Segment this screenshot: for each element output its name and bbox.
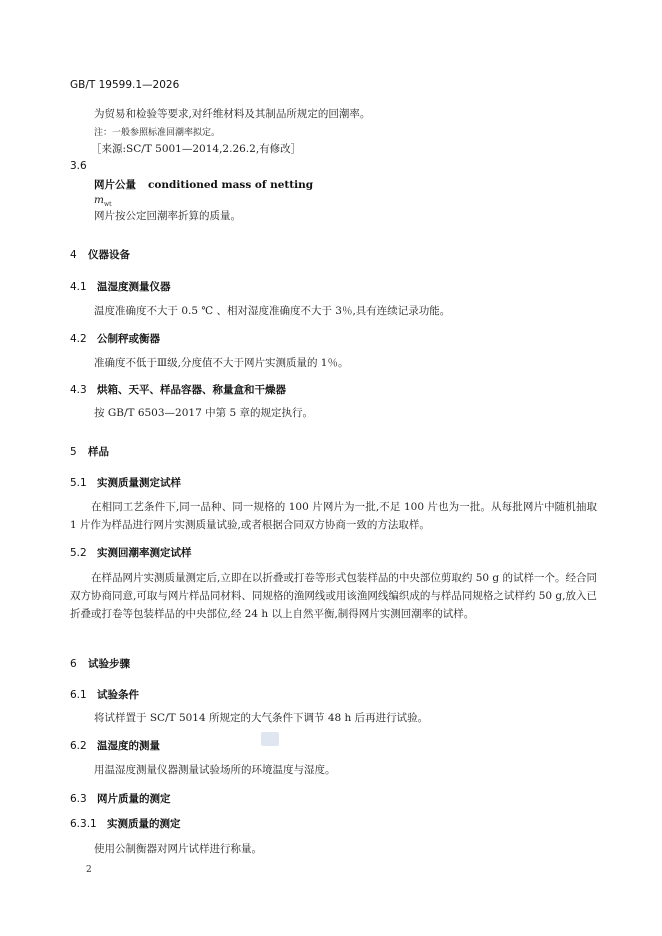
clause-3-6-definition: 网片按公定回潮率折算的质量。 — [94, 210, 241, 222]
section-4-3-text: 按 GB/T 6503—2017 中第 5 章的规定执行。 — [94, 407, 313, 419]
clause-3-5-source: ［来源:SC/T 5001—2014,2.26.2,有修改］ — [91, 143, 302, 155]
page-number: 2 — [86, 865, 92, 875]
section-5-heading — [70, 444, 109, 459]
section-title: 实测质量测定试样 — [97, 477, 181, 489]
section-title: 网片质量的测定 — [97, 793, 171, 805]
section-4-2-text: 准确度不低于Ⅲ级,分度值不大于网片实测质量的 1％。 — [94, 357, 349, 369]
symbol-main: m — [94, 194, 104, 206]
section-number: 4.2 — [70, 333, 87, 345]
term-en: conditioned mass of netting — [148, 179, 314, 191]
section-number: 6 — [70, 658, 77, 670]
section-4-1-heading — [70, 279, 171, 294]
section-number: 4.3 — [70, 384, 87, 396]
standard-number: GB/T 19599.1—2026 — [70, 79, 180, 91]
section-6-3-1-text: 使用公制衡器对网片试样进行称量。 — [94, 843, 262, 855]
section-title: 烘箱、天平、样品容器、称量盒和干燥器 — [97, 384, 286, 396]
section-6-1-heading — [70, 687, 139, 702]
section-number: 6.3 — [70, 793, 87, 805]
section-title: 仪器设备 — [88, 249, 130, 261]
section-6-2-heading — [70, 738, 160, 753]
section-4-3-heading — [70, 382, 286, 397]
watermark-mark — [261, 732, 279, 746]
section-6-heading — [70, 656, 130, 671]
section-6-3-heading — [70, 791, 171, 806]
section-title: 温湿度测量仪器 — [97, 281, 171, 293]
section-title: 试验步骤 — [88, 658, 130, 670]
section-number: 5.1 — [70, 477, 87, 489]
section-6-3-1-heading — [70, 816, 181, 831]
section-title: 实测质量的测定 — [107, 818, 181, 830]
section-number: 4 — [70, 249, 77, 261]
section-5-2-text: 在样品网片实测质量测定后,立即在以折叠或打卷等形式包装样品的中央部位剪取约 50 g 的试样一个。经合同双方协商同意,可取与网片样品同材料、同规格的渔网线或用该渔网线编织成的与样品同规格之试样约 50 g,放入已折叠或打卷等包装样品的中央部位,经 24 h 以上自然平衡,制得网片实测回潮率的试样。 — [70, 572, 597, 620]
section-4-heading — [70, 247, 130, 262]
clause-3-6-number: 3.6 — [70, 160, 87, 172]
term-symbol — [94, 194, 112, 208]
symbol-subscript: wt — [103, 201, 112, 209]
section-number: 4.1 — [70, 281, 87, 293]
section-4-2-heading — [70, 331, 160, 346]
term-zh: 网片公量 — [94, 179, 136, 191]
section-6-1-text: 将试样置于 SC/T 5014 所规定的大气条件下调节 48 h 后再进行试验。 — [94, 712, 429, 724]
section-title: 温湿度的测量 — [97, 740, 160, 752]
section-number: 6.2 — [70, 740, 87, 752]
section-title: 试验条件 — [97, 689, 139, 701]
section-number: 6.3.1 — [70, 818, 97, 830]
section-title: 公制秤或衡器 — [97, 333, 160, 345]
clause-3-6-term — [94, 177, 313, 192]
section-4-1-text: 温度准确度不大于 0.5 ℃ 、相对湿度准确度不大于 3％,具有连续记录功能。 — [94, 305, 451, 317]
section-5-1-text: 在相同工艺条件下,同一品种、同一规格的 100 片网片为一批,不足 100 片也为一批。从每批网片中随机抽取 1 片作为样品进行网片实测质量试验,或者根据合同双方协商一致的方法取样。 — [70, 501, 597, 531]
section-number: 6.1 — [70, 689, 87, 701]
section-title: 实测回潮率测定试样 — [97, 547, 192, 559]
section-number: 5.2 — [70, 547, 87, 559]
section-5-1-heading — [70, 475, 181, 490]
section-5-2-heading — [70, 545, 192, 560]
section-number: 5 — [70, 446, 77, 458]
section-6-2-text: 用温湿度测量仪器测量试验场所的环境温度与湿度。 — [94, 764, 336, 776]
clause-3-5-note: 注：一般参照标准回潮率拟定。 — [94, 128, 221, 138]
clause-3-5-definition: 为贸易和检验等要求,对纤维材料及其制品所规定的回潮率。 — [94, 108, 371, 120]
section-title: 样品 — [88, 446, 109, 458]
